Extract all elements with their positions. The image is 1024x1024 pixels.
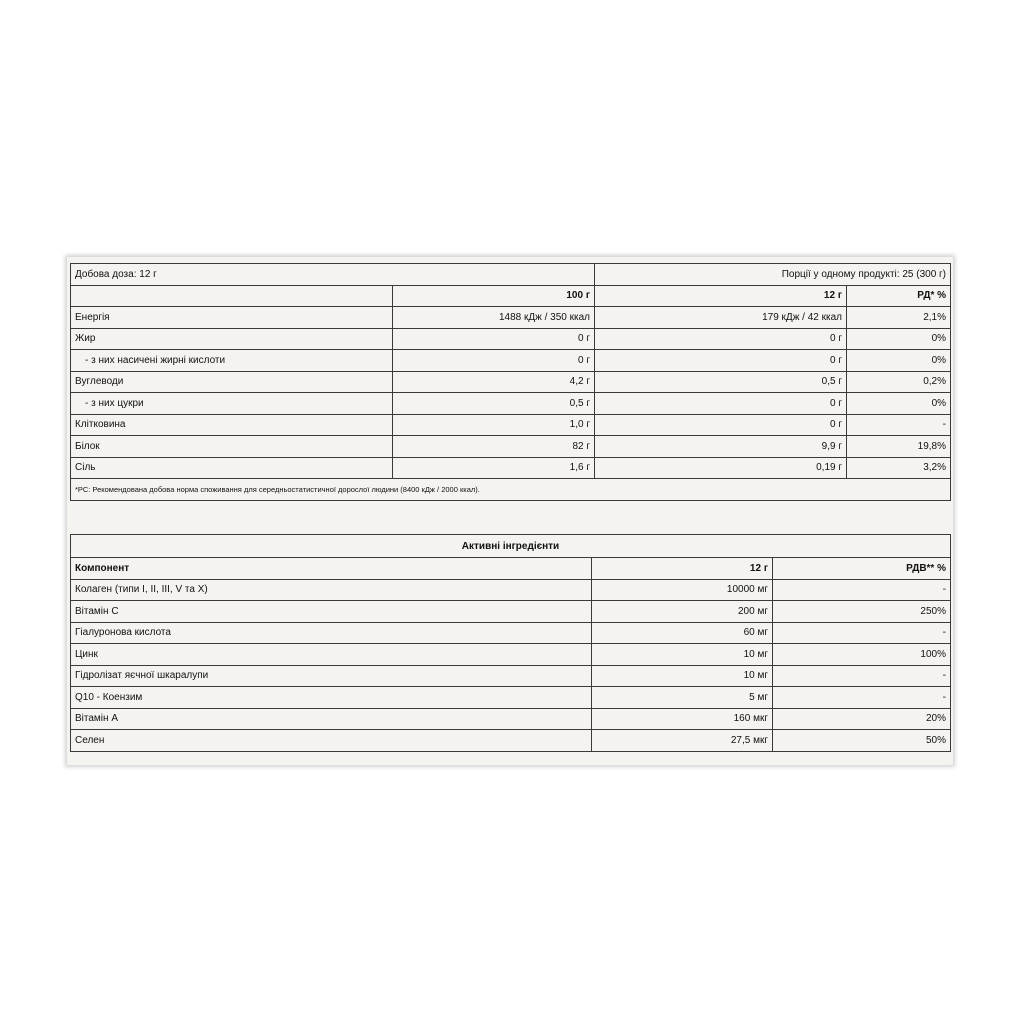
value-100g: 4,2 г xyxy=(393,371,595,393)
ingredient-amount: 160 мкг xyxy=(592,708,773,730)
header-rdv: РДВ** % xyxy=(773,558,951,580)
table-row xyxy=(71,665,951,687)
nutrition-table xyxy=(70,263,951,501)
ingredient-rdv: 20% xyxy=(773,708,951,730)
ingredient-amount: 200 мг xyxy=(592,601,773,623)
ingredient-amount: 5 мг xyxy=(592,687,773,709)
ingredient-amount: 27,5 мкг xyxy=(592,730,773,752)
table-row xyxy=(71,644,951,666)
nutrient-name: Клітковина xyxy=(71,414,393,436)
table-row xyxy=(71,414,951,436)
value-rd: 0% xyxy=(847,393,951,415)
value-rd: 2,1% xyxy=(847,307,951,329)
table-row xyxy=(71,708,951,730)
table-row xyxy=(71,371,951,393)
ingredient-name: Гіалуронова кислота xyxy=(71,622,592,644)
table-row xyxy=(71,393,951,415)
table-row xyxy=(71,730,951,752)
ingredient-name: Вітамін А xyxy=(71,708,592,730)
servings-per-product: Порції у одному продукті: 25 (300 г) xyxy=(595,264,951,286)
table-row xyxy=(71,436,951,458)
value-rd: 0% xyxy=(847,328,951,350)
nutrient-name: Енергія xyxy=(71,307,393,329)
table-row xyxy=(71,687,951,709)
value-12g: 0,19 г xyxy=(595,457,847,479)
value-rd: 3,2% xyxy=(847,457,951,479)
ingredient-name: Колаген (типи I, II, III, V та X) xyxy=(71,579,592,601)
ingredient-rdv: - xyxy=(773,687,951,709)
table-row xyxy=(71,457,951,479)
value-100g: 0 г xyxy=(393,350,595,372)
ingredient-rdv: 50% xyxy=(773,730,951,752)
nutrient-name: Вуглеводи xyxy=(71,371,393,393)
value-100g: 1488 кДж / 350 ккал xyxy=(393,307,595,329)
value-rd: 0,2% xyxy=(847,371,951,393)
header-empty xyxy=(71,285,393,307)
nutrient-name: Сіль xyxy=(71,457,393,479)
nutrient-name: Білок xyxy=(71,436,393,458)
ingredient-rdv: - xyxy=(773,622,951,644)
nutrient-name: Жир xyxy=(71,328,393,350)
header-12g: 12 г xyxy=(592,558,773,580)
active-title-row xyxy=(71,535,951,558)
table-row xyxy=(71,307,951,329)
value-12g: 0,5 г xyxy=(595,371,847,393)
value-12g: 0 г xyxy=(595,328,847,350)
table-row xyxy=(71,328,951,350)
nutrient-name: - з них цукри xyxy=(71,393,393,415)
ingredient-rdv: - xyxy=(773,579,951,601)
value-100g: 0 г xyxy=(393,328,595,350)
value-100g: 82 г xyxy=(393,436,595,458)
value-12g: 0 г xyxy=(595,414,847,436)
nutrition-body xyxy=(71,307,951,479)
daily-dose: Добова доза: 12 г xyxy=(71,264,595,286)
ingredient-rdv: 100% xyxy=(773,644,951,666)
active-body xyxy=(71,579,951,751)
header-rd: РД* % xyxy=(847,285,951,307)
dose-row xyxy=(71,264,951,286)
value-100g: 0,5 г xyxy=(393,393,595,415)
value-rd: 19,8% xyxy=(847,436,951,458)
nutrition-header-row xyxy=(71,285,951,307)
value-100g: 1,0 г xyxy=(393,414,595,436)
ingredient-name: Q10 - Коензим xyxy=(71,687,592,709)
ingredient-amount: 10 мг xyxy=(592,644,773,666)
ingredient-name: Вітамін С xyxy=(71,601,592,623)
active-title: Активні інгредієнти xyxy=(71,535,951,558)
value-rd: 0% xyxy=(847,350,951,372)
value-12g: 179 кДж / 42 ккал xyxy=(595,307,847,329)
header-component: Компонент xyxy=(71,558,592,580)
table-row xyxy=(71,579,951,601)
ingredient-name: Селен xyxy=(71,730,592,752)
table-row xyxy=(71,622,951,644)
table-row xyxy=(71,350,951,372)
ingredient-amount: 60 мг xyxy=(592,622,773,644)
active-ingredients-table xyxy=(70,534,951,752)
table-row xyxy=(71,601,951,623)
value-rd: - xyxy=(847,414,951,436)
footnote-row xyxy=(71,479,951,501)
value-12g: 0 г xyxy=(595,393,847,415)
footnote: *РС: Рекомендована добова норма споживання для середньостатистичної дорослої людини (8400 кДж / 2000 ккал). xyxy=(71,479,951,501)
nutrient-name: - з них насичені жирні кислоти xyxy=(71,350,393,372)
header-100g: 100 г xyxy=(393,285,595,307)
ingredient-amount: 10 мг xyxy=(592,665,773,687)
ingredient-name: Гідролізат яєчної шкаралупи xyxy=(71,665,592,687)
ingredient-name: Цинк xyxy=(71,644,592,666)
ingredient-rdv: 250% xyxy=(773,601,951,623)
value-12g: 0 г xyxy=(595,350,847,372)
nutrition-sheet xyxy=(67,257,953,765)
active-header-row xyxy=(71,558,951,580)
ingredient-rdv: - xyxy=(773,665,951,687)
header-12g: 12 г xyxy=(595,285,847,307)
value-100g: 1,6 г xyxy=(393,457,595,479)
ingredient-amount: 10000 мг xyxy=(592,579,773,601)
value-12g: 9,9 г xyxy=(595,436,847,458)
